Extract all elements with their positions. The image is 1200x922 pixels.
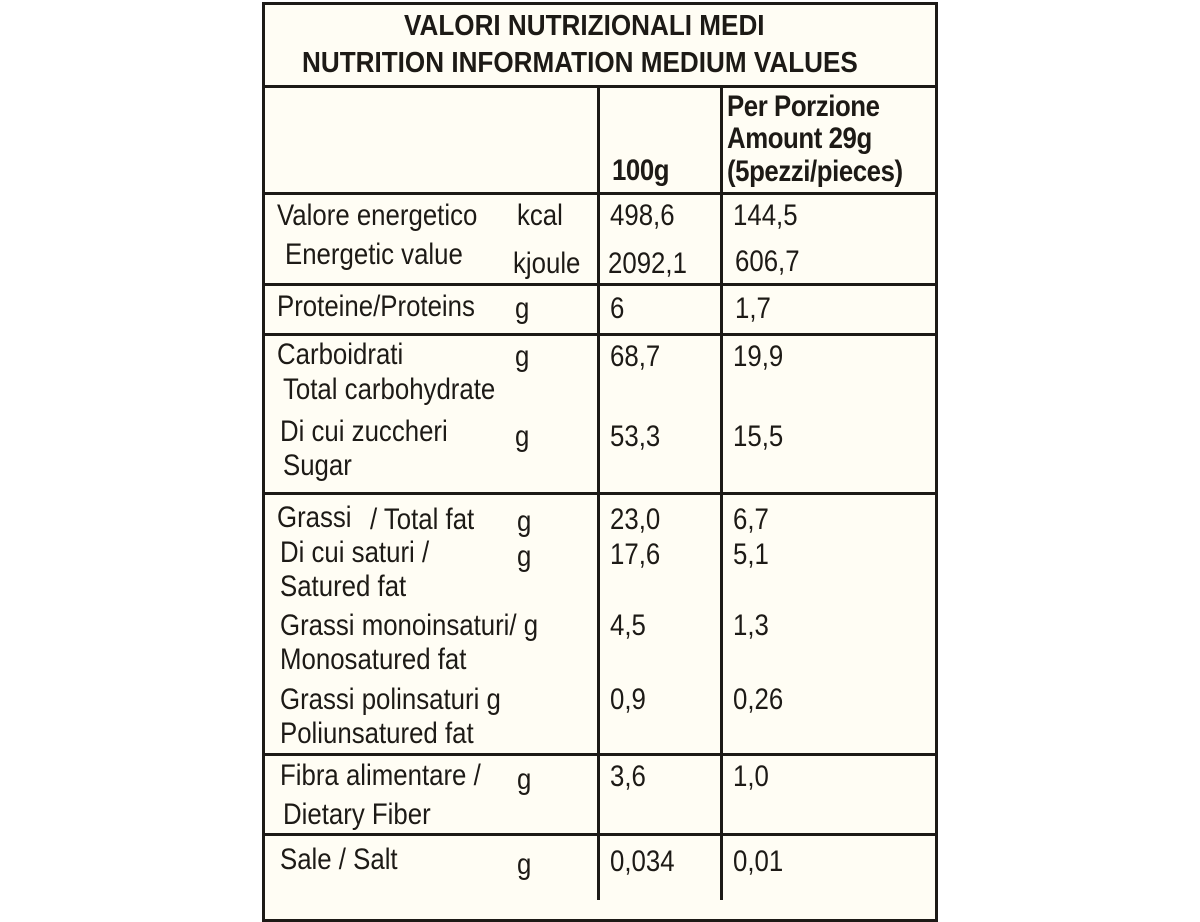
sugar-portion: 15,5	[733, 420, 784, 453]
sugar-label-en: Sugar	[283, 449, 352, 482]
col-divider-2	[720, 87, 723, 900]
fiber-unit: g	[517, 763, 532, 796]
carbs-portion: 19,9	[733, 340, 784, 373]
satfat-label-it: Di cui saturi /	[280, 536, 430, 569]
satfat-unit: g	[517, 540, 532, 573]
fiber-label-en: Dietary Fiber	[283, 798, 431, 831]
fat-label-it: Grassi	[277, 501, 352, 534]
energy-unit-kcal: kcal	[517, 199, 563, 232]
rule-under-header	[262, 192, 938, 195]
protein-100g: 6	[610, 292, 625, 325]
header-portion-line3: (5pezzi/pieces)	[727, 155, 903, 188]
carbs-100g: 68,7	[610, 340, 661, 373]
rule-under-title	[262, 85, 938, 88]
rule-under-fiber	[262, 833, 938, 836]
energy-label-en: Energetic value	[285, 238, 463, 271]
polyfat-label-en: Poliunsatured fat	[280, 717, 474, 750]
header-portion-line1: Per Porzione	[727, 90, 880, 123]
energy-label-it: Valore energetico	[277, 199, 478, 232]
monofat-label-it: Grassi monoinsaturi/ g	[280, 609, 539, 642]
satfat-portion: 5,1	[733, 538, 769, 571]
title-english: NUTRITION INFORMATION MEDIUM VALUES	[302, 47, 858, 79]
carbs-label-it: Carboidrati	[277, 338, 404, 371]
sugar-label-it: Di cui zuccheri	[280, 415, 448, 448]
energy-kcal-portion: 144,5	[733, 199, 798, 232]
fiber-portion: 1,0	[733, 760, 769, 793]
fat-unit: g	[517, 505, 532, 538]
carbs-label-en: Total carbohydrate	[283, 373, 496, 406]
rule-under-fat	[262, 753, 938, 756]
salt-100g: 0,034	[610, 845, 675, 878]
fiber-100g: 3,6	[610, 760, 646, 793]
fat-label-en: / Total fat	[370, 503, 475, 536]
monofat-label-en: Monosatured fat	[280, 643, 467, 676]
fat-100g: 23,0	[610, 503, 661, 536]
header-100g: 100g	[612, 154, 670, 187]
col-divider-1	[597, 87, 600, 900]
rule-under-protein	[262, 333, 938, 336]
satfat-label-en: Satured fat	[280, 570, 407, 603]
rule-under-energy	[262, 283, 938, 286]
salt-label: Sale / Salt	[280, 843, 398, 876]
salt-portion: 0,01	[733, 845, 784, 878]
protein-unit: g	[515, 292, 530, 325]
rule-under-carbs	[262, 492, 938, 495]
carbs-unit: g	[515, 340, 530, 373]
title-italian: VALORI NUTRIZIONALI MEDI	[404, 10, 765, 42]
fiber-label-it: Fibra alimentare /	[280, 759, 481, 792]
sugar-100g: 53,3	[610, 420, 661, 453]
monofat-portion: 1,3	[733, 609, 769, 642]
monofat-100g: 4,5	[610, 609, 646, 642]
energy-unit-kj: kjoule	[513, 247, 581, 280]
protein-portion: 1,7	[735, 292, 771, 325]
salt-unit: g	[517, 848, 532, 881]
polyfat-portion: 0,26	[733, 683, 784, 716]
energy-kj-100g: 2092,1	[608, 247, 687, 280]
sugar-unit: g	[515, 420, 530, 453]
energy-kcal-100g: 498,6	[610, 199, 675, 232]
energy-kj-portion: 606,7	[735, 245, 800, 278]
satfat-100g: 17,6	[610, 538, 661, 571]
header-portion-line2: Amount 29g	[727, 122, 872, 155]
fat-portion: 6,7	[733, 503, 769, 536]
polyfat-label-it: Grassi polinsaturi g	[280, 683, 501, 716]
protein-label: Proteine/Proteins	[277, 290, 475, 323]
polyfat-100g: 0,9	[610, 683, 646, 716]
